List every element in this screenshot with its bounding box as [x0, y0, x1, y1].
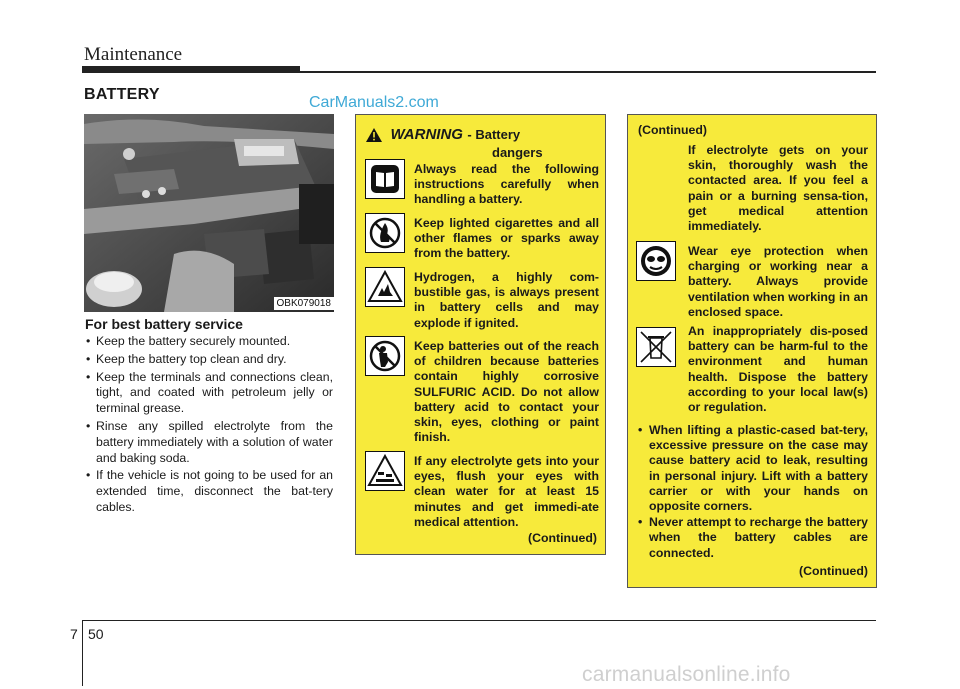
continued-warning-box [627, 114, 877, 588]
page-header-title: Maintenance [84, 44, 183, 65]
warning-item-text: Hydrogen, a highly com-bustible gas, is always present in battery cells and may explode if ignited. [414, 270, 599, 330]
list-item: • Never attempt to recharge the battery when the battery cables are connected. [636, 515, 868, 561]
list-item: • Keep the battery securely mounted. [85, 334, 333, 350]
watermark-link[interactable]: CarManuals2.com [309, 94, 439, 111]
footer-rule [82, 620, 876, 621]
warning-item-text: An inappropriately dis-posed battery can be harm-ful to the environment and human health. Dispose the battery according to your local law(s) or regulation. [688, 324, 868, 415]
eye-protection-icon [636, 241, 676, 281]
warning-item-text: Always read the following instructions carefully when handling a battery. [414, 162, 599, 207]
warning-subtitle: - Battery [467, 127, 521, 142]
list-item: • When lifting a plastic-cased bat-tery, excessive pressure on the case may cause battery acid to leak, resulting in personal injury. Lift with a battery carrier or with your hands on opposite corners. [636, 423, 868, 514]
warning-item-text: Wear eye protection when charging or working near a battery. Always provide ventilation when working in an enclosed space. [688, 244, 868, 319]
explosive-icon [365, 267, 405, 307]
service-heading: For best battery service [85, 316, 243, 332]
warning-box [355, 114, 606, 555]
continued-footer: (Continued) [799, 564, 868, 578]
section-title: BATTERY [84, 86, 160, 103]
list-item: • If the vehicle is not going to be used for an extended time, disconnect the bat-tery cables. [85, 468, 333, 515]
warning-word: WARNING [390, 126, 463, 143]
read-manual-icon [365, 159, 405, 199]
continued-label: (Continued) [528, 531, 597, 545]
warning-item-text: If electrolyte gets on your skin, thoroughly wash the contacted area. If you feel a pain or a burning sensa-tion, get medical attention immediately. [688, 143, 868, 234]
warning-item-text: Keep lighted cigarettes and all other flames or sparks away from the battery. [414, 216, 599, 261]
list-item: • Rinse any spilled electrolyte from the battery immediately with a solution of water and baking soda. [85, 419, 333, 466]
list-item: • Keep the terminals and connections clean, tight, and coated with petroleum jelly or terminal grease. [85, 370, 333, 417]
continued-bullet-list [636, 423, 868, 562]
continued-header: (Continued) [638, 123, 707, 137]
battery-photo [84, 114, 334, 312]
footer-watermark[interactable]: carmanualsonline.info [582, 663, 791, 686]
warning-heading [366, 126, 520, 147]
warning-subtitle-2: dangers [492, 145, 543, 160]
page-number: 50 [88, 626, 104, 642]
chapter-number: 7 [70, 626, 78, 642]
no-flame-icon [365, 213, 405, 253]
warning-item-text: Keep batteries out of the reach of children because batteries contain highly corrosive SULFURIC ACID. Do not allow battery acid to contact your skin, eyes, clothing or paint finish. [414, 339, 599, 445]
keep-from-children-icon [365, 336, 405, 376]
footer-divider [82, 620, 83, 686]
service-bullet-list [85, 334, 333, 518]
warning-triangle-icon [366, 128, 382, 147]
corrosive-acid-icon [365, 451, 405, 491]
list-item: • Keep the battery top clean and dry. [85, 352, 333, 368]
no-trash-bin-icon [636, 327, 676, 367]
photo-code: OBK079018 [274, 297, 335, 310]
warning-item-text: If any electrolyte gets into your eyes, flush your eyes with clean water for at least 15 minutes and get immedi-ate medical attention. [414, 454, 599, 529]
header-rule-thick [82, 66, 300, 73]
header-rule-thin [300, 71, 876, 73]
